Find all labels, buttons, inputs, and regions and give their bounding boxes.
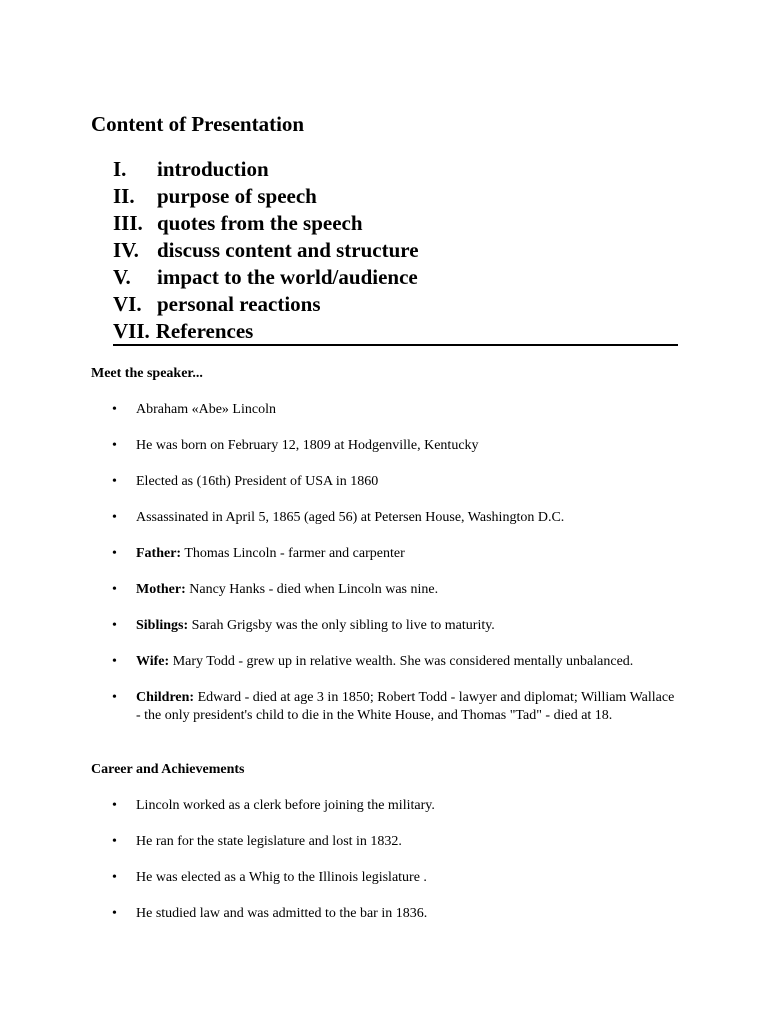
section-heading-career: Career and Achievements	[91, 762, 245, 777]
bullet-icon: •	[112, 618, 117, 633]
bullet-icon: •	[112, 582, 117, 597]
bullet-icon: •	[112, 654, 117, 669]
item-label: Mother:	[136, 582, 186, 597]
outline-item	[113, 264, 678, 291]
bullet-icon: •	[112, 474, 117, 489]
outline-item	[113, 183, 678, 210]
outline-item	[113, 210, 678, 237]
bullet-icon: •	[112, 798, 117, 813]
outline-text: quotes from the speech	[157, 211, 363, 235]
outline-number: IV.	[113, 238, 139, 262]
item-text: Elected as (16th) President of USA in 1860	[136, 474, 379, 489]
item-label: Children:	[136, 690, 195, 705]
item-text: Abraham «Abe» Lincoln	[136, 402, 276, 417]
outline-number: III.	[113, 211, 143, 235]
bullet-icon: •	[112, 906, 117, 921]
outline-number: V.	[113, 265, 131, 289]
outline-text: personal reactions	[157, 292, 321, 316]
bullet-icon: •	[112, 546, 117, 561]
outline-number: VI.	[113, 292, 142, 316]
item-text: Nancy Hanks - died when Lincoln was nine.	[185, 582, 439, 597]
page-title: Content of Presentation	[91, 112, 305, 136]
outline-number: VII.	[113, 319, 150, 343]
bullet-icon: •	[112, 510, 117, 525]
outline-text: purpose of speech	[157, 184, 317, 208]
outline-item	[113, 291, 678, 318]
outline-text: References	[155, 319, 254, 343]
horizontal-divider	[113, 344, 678, 346]
bullet-icon: •	[112, 438, 117, 453]
item-text: Edward - died at age 3 in 1850; Robert Todd - lawyer and diplomat; William Wallace - the only president's child to die in the White House, and Thomas "Tad" - died at 18.	[136, 690, 675, 723]
item-label: Father:	[136, 546, 182, 561]
item-text: Assassinated in April 5, 1865 (aged 56) at Petersen House, Washington D.C.	[136, 510, 565, 525]
item-text: He was born on February 12, 1809 at Hodgenville, Kentucky	[136, 438, 479, 453]
item-text: Lincoln worked as a clerk before joining the military.	[136, 798, 435, 813]
bullet-icon: •	[112, 870, 117, 885]
bullet-icon: •	[112, 690, 117, 705]
outline-item	[113, 237, 678, 264]
item-text: He was elected as a Whig to the Illinois legislature .	[136, 870, 427, 885]
item-label: Wife:	[136, 654, 170, 669]
outline-text: introduction	[157, 157, 269, 181]
presentation-outline	[113, 156, 678, 345]
outline-item	[113, 318, 678, 345]
item-text: Thomas Lincoln - farmer and carpenter	[181, 546, 405, 561]
item-label: Siblings:	[136, 618, 189, 633]
bullet-icon: •	[112, 402, 117, 417]
item-text: Sarah Grigsby was the only sibling to live to maturity.	[188, 618, 495, 633]
item-text: He studied law and was admitted to the bar in 1836.	[136, 906, 428, 921]
outline-item	[113, 156, 678, 183]
item-text: He ran for the state legislature and lost in 1832.	[136, 834, 402, 849]
item-text: Mary Todd - grew up in relative wealth. She was considered mentally unbalanced.	[169, 654, 634, 669]
outline-number: II.	[113, 184, 135, 208]
outline-text: impact to the world/audience	[157, 265, 418, 289]
outline-number: I.	[113, 157, 127, 181]
section-heading-meet-speaker: Meet the speaker...	[91, 366, 203, 381]
bullet-icon: •	[112, 834, 117, 849]
outline-text: discuss content and structure	[157, 238, 419, 262]
